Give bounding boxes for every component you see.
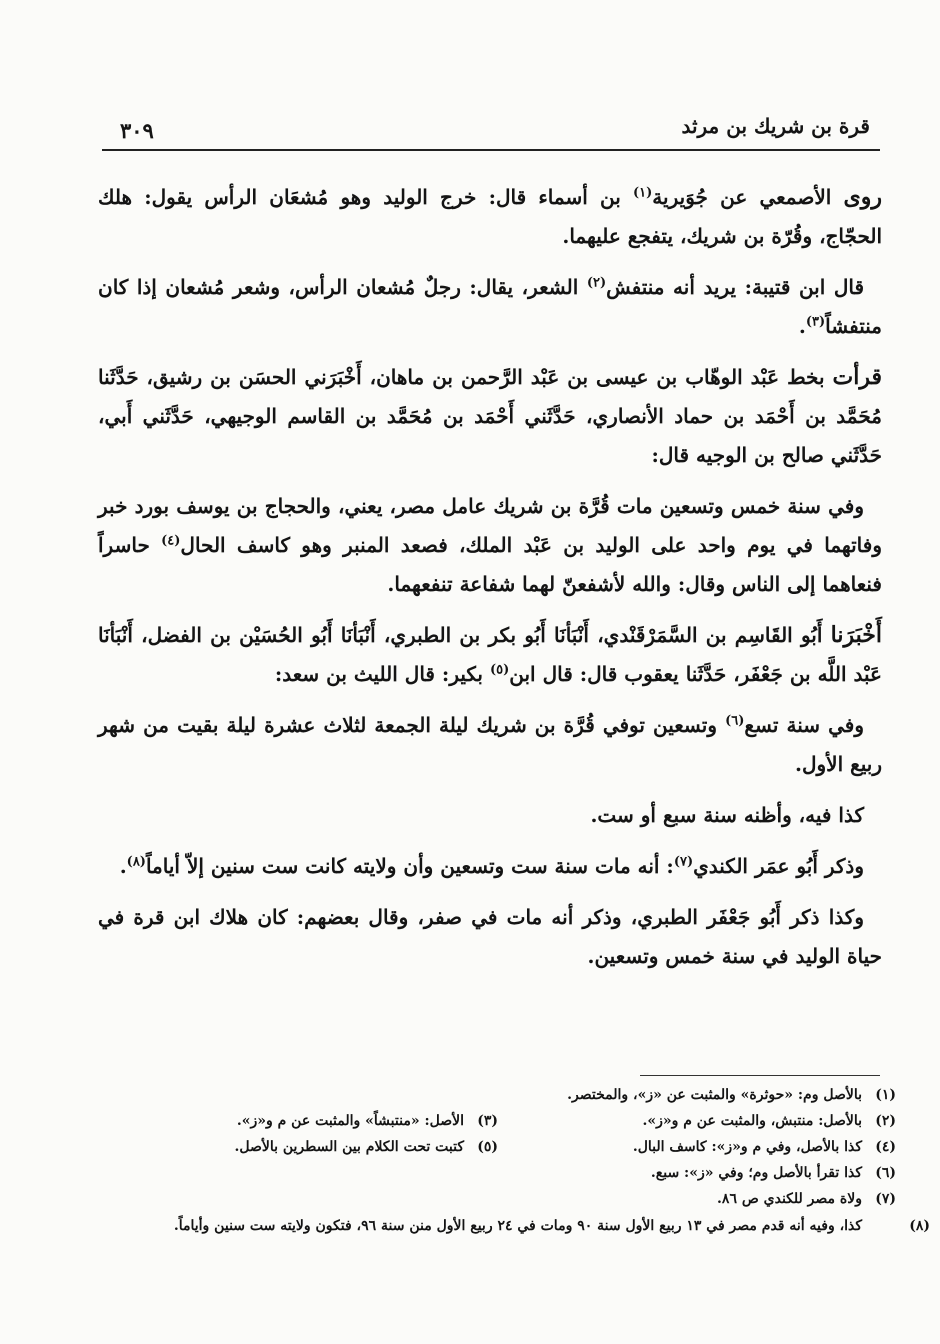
footnote-number: (٥) — [477, 1139, 498, 1155]
footnote-row — [100, 1160, 896, 1186]
paragraph-text: الأصمعي عن جُوَيرية — [652, 185, 832, 209]
footnote-text: الأصل: «منتبشاً» والمثبت عن م و«ز». — [236, 1113, 464, 1129]
footnotes — [100, 1082, 930, 1238]
footnote-ref: (١) — [633, 185, 653, 201]
paragraph-text: وذكر أَبُو عمَر الكندي — [693, 854, 864, 878]
paragraph-8 — [98, 847, 882, 886]
paragraph-1 — [98, 178, 882, 256]
footnote-4 — [498, 1134, 896, 1160]
footnote-number: (٣) — [477, 1113, 498, 1129]
paragraph-2 — [98, 268, 882, 346]
footnote-text: كذا تقرأ بالأصل وم؛ وفي «ز»: سبع. — [650, 1165, 862, 1181]
paragraph-5 — [98, 616, 882, 694]
footnote-text: كتبت تحت الكلام بين السطرين بالأصل. — [234, 1139, 464, 1155]
lead-word: قرأت — [832, 364, 882, 390]
paragraph-text: بخط عَبْد الوهّاب بن عيسى بن عَبْد الرَّحمن بن ماهان، أَخْبَرَني الحسَن بن رشيق، حَدَّثَنا مُحَمَّد بن أَحْمَد بن حماد الأنصاري، حَدَّثَني أَحْمَد بن مُحَمَّد بن القاسم الوجيهي، حَدَّثَني أَبي، حَدَّثَني صالح بن الوجيه قال: — [98, 365, 882, 467]
paragraph-text: بكير: قال الليث بن سعد: — [274, 662, 483, 686]
footnote-text: بالأصل وم: «حوثرة» والمثبت عن «ز»، والمختصر. — [567, 1087, 862, 1103]
paragraph-text: قال ابن قتيبة: يريد أنه منتفش — [606, 275, 865, 299]
footnote-ref: (٥) — [489, 662, 510, 678]
paragraph-text: وفي سنة تسع — [744, 713, 864, 737]
footnote-3 — [100, 1108, 498, 1134]
footnote-number: (٧) — [875, 1191, 896, 1207]
footnote-number: (٦) — [875, 1165, 896, 1181]
paragraph-7 — [98, 796, 882, 835]
header-rule — [102, 149, 880, 151]
footnote-ref: (٤) — [161, 533, 181, 549]
footnote-text: كذا، وفيه أنه قدم مصر في ١٣ ربيع الأول سنة ٩٠ ومات في ٢٤ ربيع الأول منن سنة ٩٦، فتكون ولايته ست سنين وأياماً. — [173, 1218, 862, 1234]
footnote-rule — [640, 1075, 880, 1076]
main-text — [98, 178, 882, 988]
paragraph-text: وكذا ذكر أَبُو جَعْفَر الطبري، وذكر أنه مات في صفر، وقال بعضهم: كان هلاك ابن قرة في حياة الوليد في سنة خمس وتسعين. — [98, 905, 882, 968]
footnote-ref: (٦) — [725, 713, 745, 729]
paragraph-text: . — [798, 314, 806, 338]
footnote-row — [100, 1082, 896, 1108]
paragraph-3 — [98, 358, 882, 475]
paragraph-text: أَبُو القَاسِم بن السَّمَرْقَنْدي، أَنْبَأنَا أَبُو بكر بن الطبري، أَنْبَأنَا أَبُو الحُسَيْن بن الفضل، أَنْبَأنَا عَبْد اللَّه بن جَعْفَر، حَدَّثَنا يعقوب قال: قال ابن — [98, 623, 882, 686]
footnote-6 — [498, 1160, 896, 1186]
paragraph-text: وفي سنة خمس وتسعين مات قُرَّة بن شريك عامل مصر، يعني، والحجاج بن يوسف بورد خبر وفاتهما في يوم واحد على الوليد بن عَبْد الملك، فصعد المنبر وهو كاسف الحال — [98, 494, 882, 557]
footnote-row — [100, 1108, 896, 1134]
lead-word: روى — [843, 184, 883, 210]
page-number: ٣٠٩ — [120, 118, 154, 143]
footnote-text: بالأصل: منتبش، والمثبت عن م و«ز». — [642, 1113, 862, 1129]
paragraph-4 — [98, 487, 882, 604]
paragraph-text: الشعر، يقال: رجلٌ مُشعان الرأس، وشعر مُشعان إذا كان منتفشاً — [98, 275, 882, 338]
footnote-ref: (٢) — [586, 275, 607, 291]
paragraph-9 — [98, 898, 882, 976]
paragraph-text: وتسعين توفي قُرَّة بن شريك ليلة الجمعة لثلاث عشرة ليلة بقيت من شهر ربيع الأول. — [98, 713, 882, 776]
footnote-text: ولاة مصر للكندي ص ٨٦. — [717, 1191, 862, 1207]
footnote-ref: (٧) — [673, 854, 694, 870]
footnote-number: (٨) — [909, 1218, 930, 1234]
lead-word: أَخْبَرَنا — [830, 622, 882, 648]
footnote-number: (٢) — [875, 1113, 896, 1129]
footnote-row — [100, 1186, 896, 1212]
footnote-2 — [498, 1108, 896, 1134]
paragraph-text: كذا فيه، وأظنه سنة سبع أو ست. — [590, 803, 864, 827]
footnote-1 — [498, 1082, 896, 1108]
footnote-text: كذا بالأصل، وفي م و«ز»: كاسف البال. — [632, 1139, 862, 1155]
running-header-title: قرة بن شريك بن مرثد — [681, 114, 870, 138]
footnote-number: (١) — [875, 1087, 896, 1103]
footnote-row — [100, 1134, 896, 1160]
paragraph-text: بن أسماء قال: خرج الوليد وهو مُشعَان الرأس يقول: هلك الحجّاج، وقُرّة بن شريك، يتفجع عليهما. — [98, 185, 882, 248]
paragraph-text: حاسراً فنعاهما إلى الناس وقال: والله لأشفعنّ لهما شفاعة تنفعهما. — [98, 533, 882, 596]
footnote-ref: (٨) — [126, 854, 146, 870]
paragraph-text: : أنه مات سنة ست وتسعين وأن ولايته كانت ست سنين إلاّ أياماً — [145, 854, 674, 878]
footnote-8 — [100, 1214, 930, 1238]
footnote-ref: (٣) — [805, 314, 826, 330]
footnote-number: (٤) — [875, 1139, 896, 1155]
paragraph-6 — [98, 706, 882, 784]
footnote-5 — [100, 1134, 498, 1160]
footnote-7 — [498, 1186, 896, 1212]
paragraph-text: . — [119, 854, 127, 878]
